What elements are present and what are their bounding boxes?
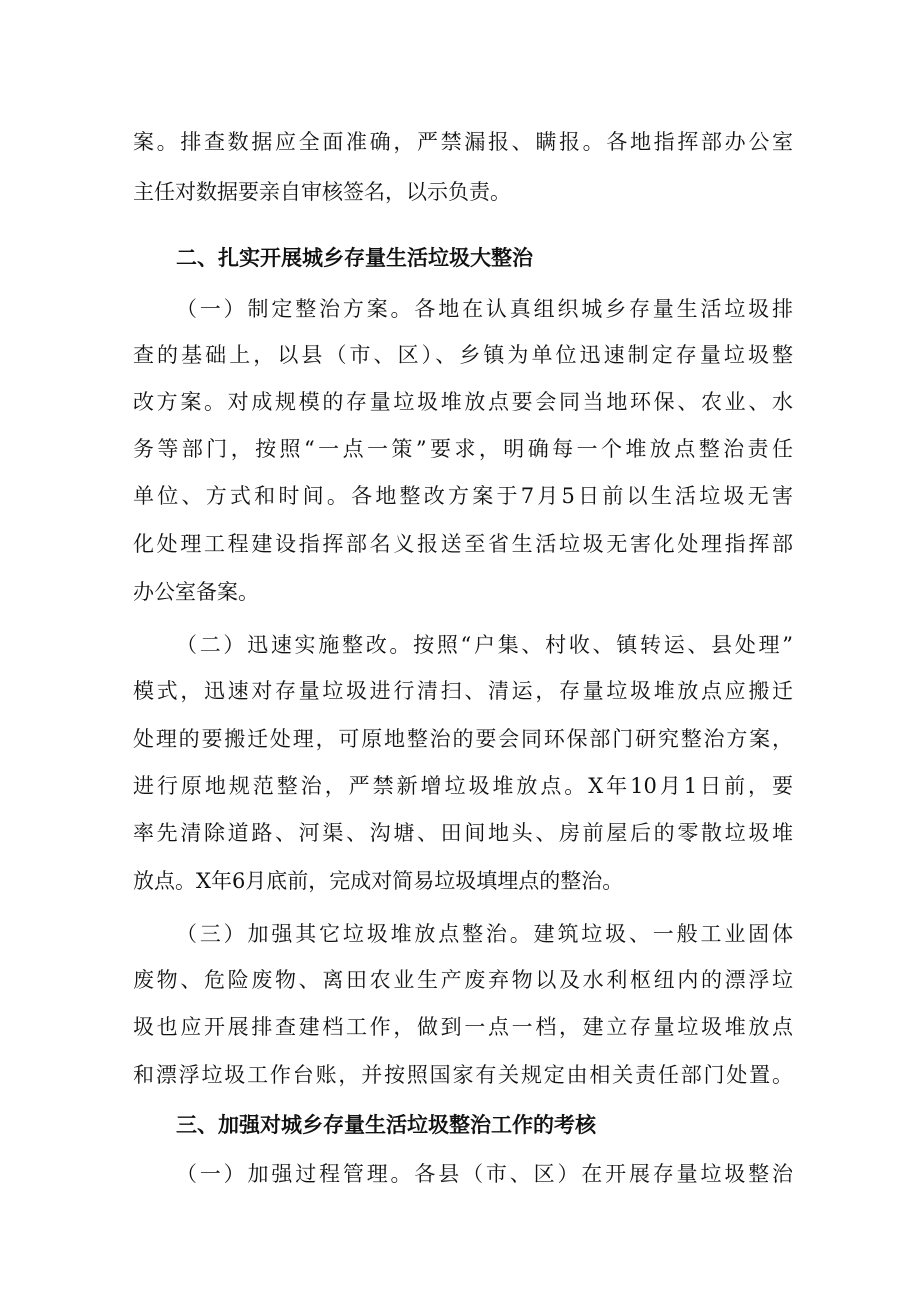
body-text-line: 圾也应开展排查建档工作，做到一点一档，建立存量垃圾堆放点 — [133, 1015, 793, 1039]
paragraph-start-line: （一）加强过程管理。各县（市、区）在开展存量垃圾整治 — [176, 1162, 793, 1186]
body-text-line: 查的基础上，以县（市、区）、乡镇为单位迅速制定存量垃圾整 — [133, 343, 793, 367]
section-heading-2: 二、扎实开展城乡存量生活垃圾大整治 — [176, 246, 533, 270]
paragraph-start-line: （三）加强其它垃圾堆放点整治。建筑垃圾、一般工业固体 — [176, 922, 793, 946]
body-text-line: 放点。X年6月底前，完成对简易垃圾填埋点的整治。 — [133, 869, 624, 893]
paragraph-start-line: （一）制定整治方案。各地在认真组织城乡存量生活垃圾排 — [176, 297, 793, 321]
body-text-line: 改方案。对成规模的存量垃圾堆放点要会同当地环保、农业、水 — [133, 390, 793, 414]
body-text-line: 主任对数据要亲自审核签名，以示负责。 — [133, 180, 511, 204]
body-text-line: 案。排查数据应全面准确，严禁漏报、瞒报。各地指挥部办公室 — [133, 130, 793, 154]
body-text-line: 模式，迅速对存量垃圾进行清扫、清运，存量垃圾堆放点应搬迁 — [133, 679, 793, 703]
body-text-line: 化处理工程建设指挥部名义报送至省生活垃圾无害化处理指挥部 — [133, 532, 793, 556]
body-text-line: 废物、危险废物、离田农业生产废弃物以及水利枢纽内的漂浮垃 — [133, 968, 793, 992]
body-text-line: 务等部门，按照“一点一策”要求，明确每一个堆放点整治责任 — [133, 437, 793, 461]
body-text-line: 率先清除道路、河渠、沟塘、田间地头、房前屋后的零散垃圾堆 — [133, 821, 793, 845]
body-text-line: 办公室备案。 — [133, 580, 259, 604]
paragraph-start-line: （二）迅速实施整改。按照“户集、村收、镇转运、县处理” — [176, 633, 793, 657]
body-text-line: 单位、方式和时间。各地整改方案于7月5日前以生活垃圾无害 — [133, 484, 793, 508]
body-text-line: 处理的要搬迁处理，可原地整治的要会同环保部门研究整治方案， — [133, 727, 793, 751]
body-text-line: 进行原地规范整治，严禁新增垃圾堆放点。X年10月1日前，要 — [133, 774, 793, 798]
body-text-line: 和漂浮垃圾工作台账，并按照国家有关规定由相关责任部门处置。 — [133, 1063, 793, 1087]
section-heading-3: 三、加强对城乡存量生活垃圾整治工作的考核 — [176, 1113, 596, 1137]
